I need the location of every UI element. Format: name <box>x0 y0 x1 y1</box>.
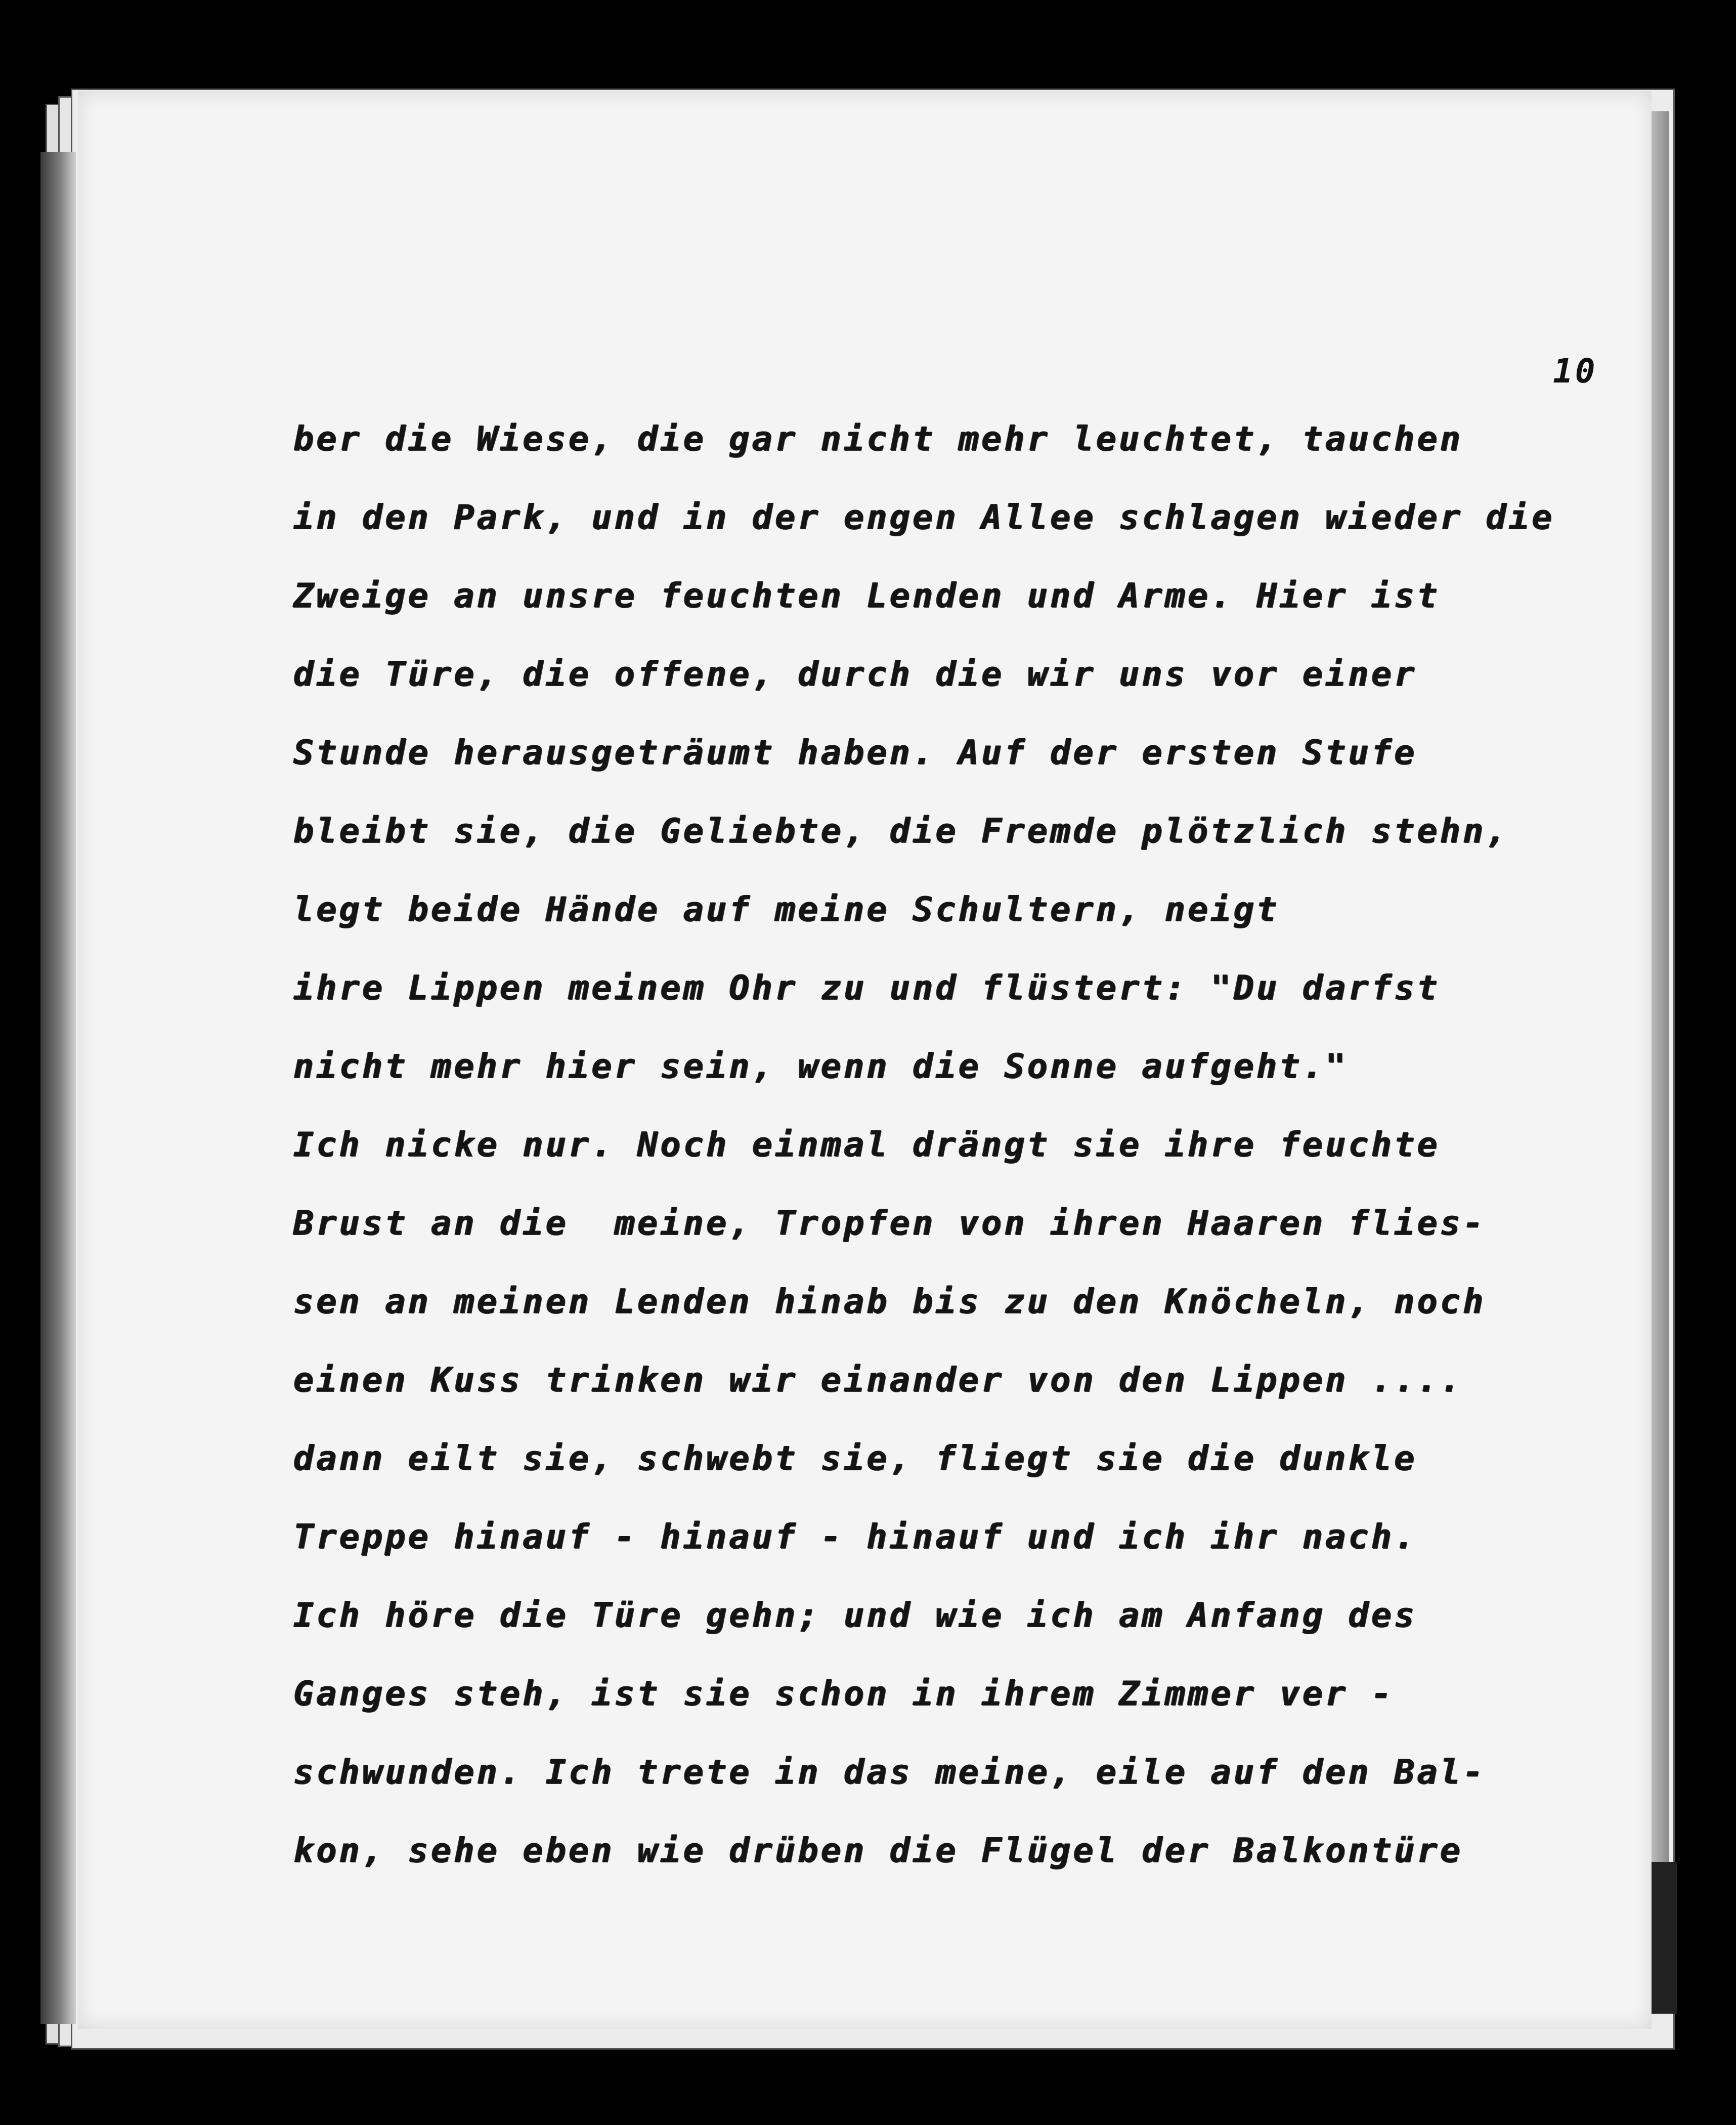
text-line: Treppe hinauf - hinauf - hinauf und ich ihr nach. <box>293 1517 1417 1556</box>
text-line: sen an meinen Lenden hinab bis zu den Knöcheln, noch <box>293 1282 1486 1321</box>
text-line: die Türe, die offene, durch die wir uns vor einer <box>293 654 1417 694</box>
text-line: kon, sehe eben wie drüben die Flügel der Balkontüre <box>293 1831 1463 1870</box>
paper-edge-left <box>40 152 76 2024</box>
text-line: Ich höre die Türe gehn; und wie ich am Anfang des <box>293 1595 1417 1635</box>
text-line: ihre Lippen meinem Ohr zu und flüstert: "Du darfst <box>293 968 1440 1007</box>
text-line: dann eilt sie, schwebt sie, fliegt sie die dunkle <box>293 1438 1417 1478</box>
text-line: bleibt sie, die Geliebte, die Fremde plötzlich stehn, <box>293 811 1509 851</box>
text-line: nicht mehr hier sein, wenn die Sonne aufgeht." <box>293 1046 1349 1086</box>
page-number: 10 <box>1553 352 1597 391</box>
text-line: Ganges steh, ist sie schon in ihrem Zimmer ver - <box>293 1674 1395 1713</box>
text-line: ber die Wiese, die gar nicht mehr leuchtet, tauchen <box>293 419 1463 458</box>
text-line: in den Park, und in der engen Allee schlagen wieder die <box>293 497 1555 537</box>
text-line: Zweige an unsre feuchten Lenden und Arme. Hier ist <box>293 576 1440 615</box>
text-line: Brust an die meine, Tropfen von ihren Haaren flies- <box>293 1203 1486 1243</box>
text-line: Stunde herausgeträumt haben. Auf der ersten Stufe <box>293 733 1417 772</box>
text-line: schwunden. Ich trete in das meine, eile auf den Bal- <box>293 1752 1486 1792</box>
text-line: Ich nicke nur. Noch einmal drängt sie ihre feuchte <box>293 1125 1440 1164</box>
page-text <box>293 400 1609 1890</box>
text-line: einen Kuss trinken wir einander von den Lippen .... <box>293 1360 1463 1399</box>
text-line: legt beide Hände auf meine Schultern, neigt <box>293 889 1280 929</box>
